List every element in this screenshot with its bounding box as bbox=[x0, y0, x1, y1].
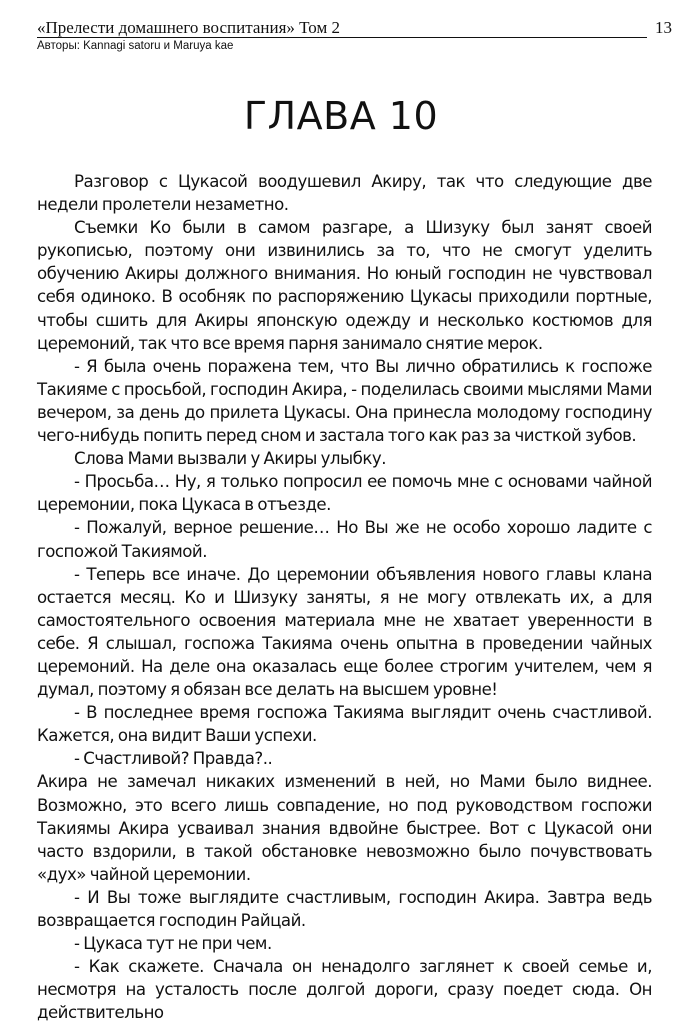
paragraph: - Пожалуй, верное решение… Но Вы же не особо хорошо ладите с госпожой Такиямой. bbox=[37, 518, 652, 561]
paragraph: - Просьба… Ну, я только попросил ее помочь мне с основами чайной церемонии, пока Цукаса в отъезде. bbox=[37, 472, 652, 515]
running-header bbox=[37, 18, 649, 38]
paragraph: - Цукаса тут не при чем. bbox=[74, 934, 272, 954]
paragraph: Акира не замечал никаких изменений в ней, но Мами было виднее. Возможно, это всего лишь совпадение, но под руководством госпожи Такиямы Акира усваивал знания вдвойне быстрее. Вот с Цукасой они часто вздорили, в такой обстановке невозможно было почувствовать «дух» чайной церемонии. bbox=[37, 772, 652, 884]
paragraph: - Как скажете. Сначала он ненадолго заглянет к своей семье и, несмотря на усталость после долгой дороги, сразу поедет сюда. Он действительно bbox=[37, 957, 652, 1023]
page-number: 13 bbox=[655, 18, 672, 37]
header-divider bbox=[37, 37, 647, 38]
paragraph: - Счастливой? Правда?.. bbox=[74, 749, 273, 769]
book-title: «Прелести домашнего воспитания» Том 2 bbox=[37, 18, 340, 37]
paragraph: Съемки Ко были в самом разгаре, а Шизуку был занят своей рукописью, поэтому они извинились за то, что не смогут уделить обучению Акиры должного внимания. Но юный господин не чувствовал себя одиноко. В особняк по распоряжению Цукасы приходили портные, чтобы сшить для Акиры японскую одежду и несколько костюмов для церемоний, так что все время парня занимало снятие мерок. bbox=[37, 218, 652, 353]
paragraph: - И Вы тоже выглядите счастливым, господин Акира. Завтра ведь возвращается господин Райцай. bbox=[37, 887, 652, 930]
paragraph: Разговор с Цукасой воодушевил Акиру, так что следующие две недели пролетели незаметно. bbox=[37, 172, 652, 215]
chapter-title: ГЛАВА 10 bbox=[243, 94, 439, 138]
body-text bbox=[37, 170, 652, 1024]
paragraph: - В последнее время госпожа Такияма выглядит очень счастливой. Кажется, она видит Ваши успехи. bbox=[37, 703, 652, 746]
paragraph: - Теперь все иначе. До церемонии объявления нового главы клана остается месяц. Ко и Шизуку заняты, я не могу отвлекать их, а для самостоятельного освоения материала мне не хватает уверенности в себе. Я слышал, госпожа Такияма очень опытна в проведении чайных церемоний. На деле она оказалась еще более строгим учителем, чем я думал, поэтому я обязан все делать на высшем уровне! bbox=[37, 564, 652, 700]
authors-line: Авторы: Kannagi satoru и Maruya kae bbox=[37, 40, 234, 52]
paragraph: Слова Мами вызвали у Акиры улыбку. bbox=[74, 449, 386, 469]
paragraph: - Я была очень поражена тем, что Вы лично обратились к госпоже Такияме с просьбой, господин Акира, - поделилась своими мыслями Мами вечером, за день до прилета Цукасы. Она принесла молодому господину чего-нибудь попить перед сном и застала того как раз за чисткой зубов. bbox=[37, 356, 652, 446]
